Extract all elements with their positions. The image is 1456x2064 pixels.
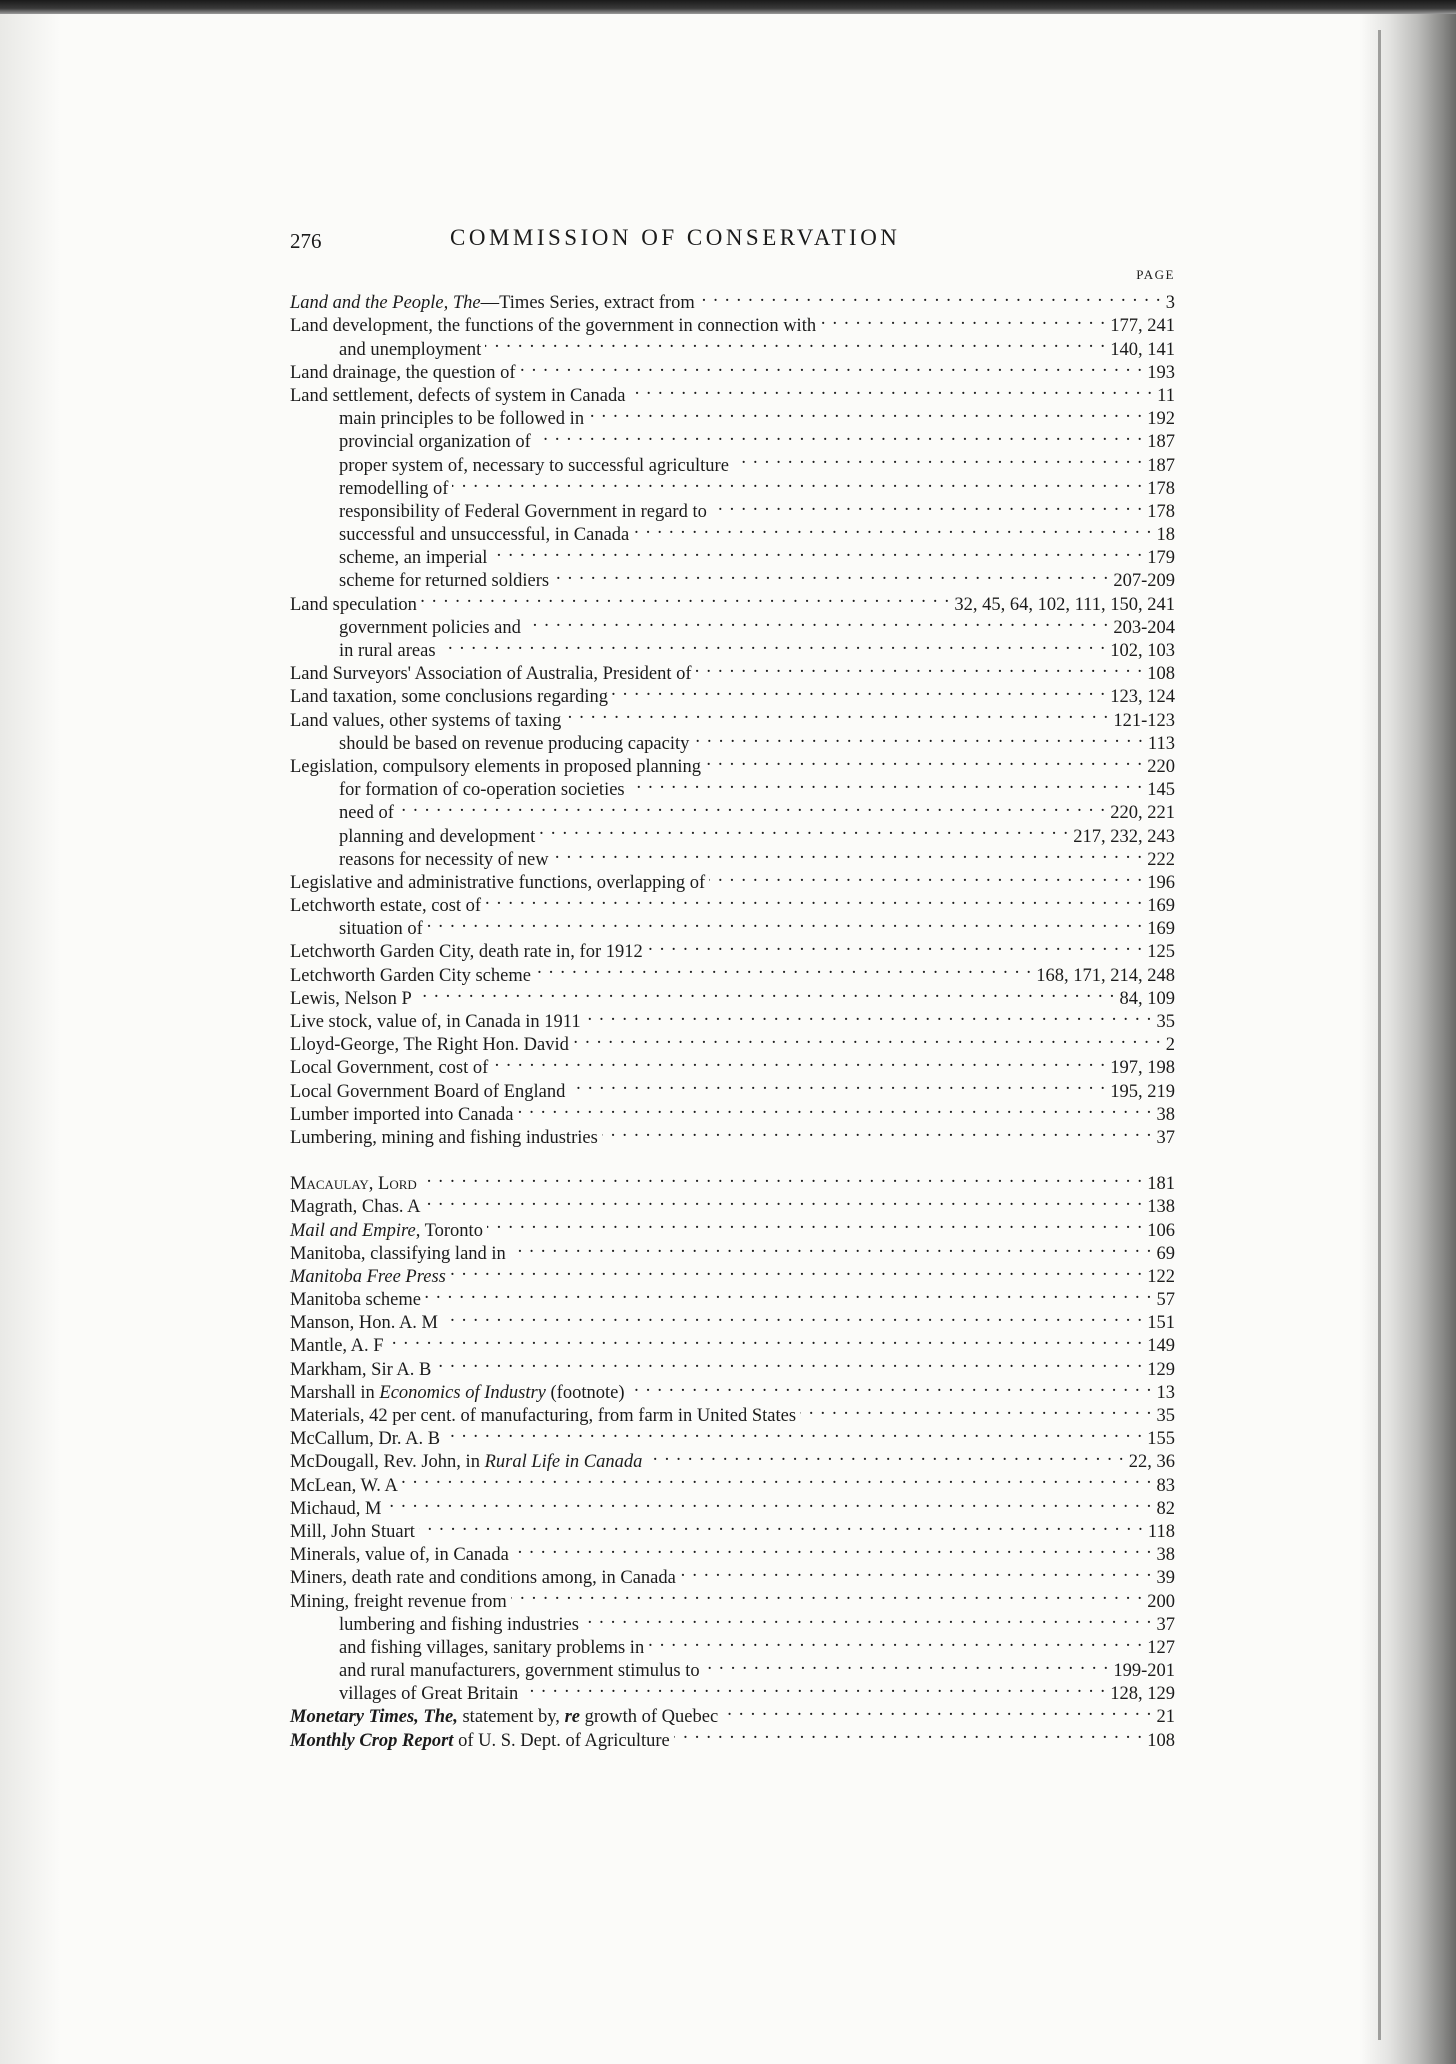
entry-text-part: Mining, freight revenue from <box>290 1591 507 1612</box>
entry-text-part: Letchworth Garden City, death rate in, for 1912 <box>290 942 643 963</box>
entry-text-part: Macaulay, Lord <box>290 1174 417 1195</box>
page-reference: 2 <box>1165 1035 1175 1056</box>
dot-leader <box>711 494 1143 517</box>
entry-text-part: Manitoba Free Press <box>290 1266 446 1287</box>
entry-text-part: and fishing villages, sanitary problems in <box>339 1637 645 1658</box>
index-entry <box>290 1212 1175 1241</box>
entry-text-part: Letchworth estate, cost of <box>290 896 482 917</box>
entry-heading <box>290 385 625 408</box>
entry-text-part: Land taxation, some conclusions regarding <box>290 687 609 708</box>
entry-text-part: of U. S. Dept. of Agriculture <box>453 1730 670 1751</box>
index-subentry <box>290 610 1175 638</box>
dot-leader <box>696 656 1144 679</box>
book-spine-shadow <box>1360 14 1456 2064</box>
entry-text-part: Manitoba scheme <box>290 1290 421 1311</box>
entry-text-part: government policies and <box>339 617 521 638</box>
dot-leader <box>733 447 1143 470</box>
entry-text-part: scheme, an imperial <box>339 548 488 569</box>
dot-leader <box>705 749 1143 772</box>
page-reference: 113 <box>1147 733 1175 754</box>
dot-leader <box>491 540 1143 563</box>
entry-text-part: Lloyd-George, The Right Hon. David <box>290 1035 569 1056</box>
page-reference: 168, 171, 214, 248 <box>1036 965 1175 986</box>
page-column-heading: PAGE <box>1136 267 1175 282</box>
entry-text-part: Land values, other systems of taxing <box>290 710 562 731</box>
entry-text-part: Lumbering, mining and fishing industries <box>290 1127 598 1148</box>
page-reference: 140, 141 <box>1110 339 1175 360</box>
index-entry <box>290 1537 1175 1566</box>
entry-text-part: responsibility of Federal Government in regard to <box>339 501 707 522</box>
index-entry <box>290 285 1175 314</box>
dot-leader <box>492 1050 1106 1073</box>
dot-leader <box>487 1212 1143 1235</box>
entry-heading <box>290 988 412 1011</box>
entry-heading <box>290 1266 446 1289</box>
dot-leader <box>709 865 1143 888</box>
page-reference: 155 <box>1147 1429 1175 1450</box>
dot-leader <box>442 1305 1143 1328</box>
index-subentry <box>290 795 1175 824</box>
page-reference: 129 <box>1147 1359 1175 1380</box>
entry-text-part: Local Government Board of England <box>290 1081 566 1102</box>
dot-leader <box>612 679 1106 702</box>
entry-heading <box>290 1544 509 1567</box>
entry-text-part: Rural Life in Canada <box>484 1452 643 1473</box>
page-reference: 138 <box>1147 1197 1175 1218</box>
page-reference: 35 <box>1156 1012 1175 1032</box>
dot-leader <box>602 1120 1153 1143</box>
dot-leader <box>820 308 1106 331</box>
dot-leader <box>419 1514 1144 1537</box>
entry-text-part: need of <box>339 803 394 824</box>
page-reference: 38 <box>1156 1545 1175 1566</box>
entry-heading <box>339 1614 579 1637</box>
dot-leader <box>565 702 1109 725</box>
dot-leader <box>485 331 1106 354</box>
page-reference: 82 <box>1156 1498 1175 1519</box>
index-entry <box>290 1328 1175 1357</box>
dot-leader <box>425 1189 1144 1212</box>
entry-heading <box>339 849 549 872</box>
dot-leader <box>693 726 1144 749</box>
dot-leader <box>535 424 1143 447</box>
dot-leader <box>440 633 1107 656</box>
dot-leader <box>629 378 1153 401</box>
entry-text-part: main principles to be followed in <box>339 409 585 430</box>
page-reference: 57 <box>1156 1290 1175 1311</box>
page-reference: 11 <box>1157 385 1175 406</box>
page-reference: 192 <box>1147 409 1175 430</box>
index-entry <box>290 1467 1175 1496</box>
entry-heading <box>290 1475 398 1498</box>
page-reference: 22, 36 <box>1128 1452 1175 1473</box>
entry-text-part: Lumber imported into Canada <box>290 1104 514 1125</box>
entry-heading <box>339 802 394 825</box>
entry-heading <box>290 1057 488 1080</box>
dot-leader <box>444 1421 1143 1444</box>
entry-text-part: Marshall in <box>290 1382 380 1403</box>
entry-text-part: Mantle, A. F <box>290 1336 384 1357</box>
page-reference: 37 <box>1156 1614 1175 1635</box>
page-reference: 169 <box>1147 919 1175 940</box>
entry-text-part: Mill, John Stuart <box>290 1521 415 1542</box>
entry-text-part: situation of <box>339 919 423 940</box>
entry-text-part: Monetary Times, The, <box>290 1707 458 1728</box>
entry-text-part: Local Government, cost of <box>290 1058 489 1079</box>
page-reference: 178 <box>1147 478 1175 499</box>
entry-heading <box>290 1382 625 1405</box>
page-reference: 125 <box>1147 942 1175 963</box>
dot-leader <box>535 957 1032 980</box>
page-reference: 222 <box>1147 849 1175 870</box>
entry-heading <box>290 1335 384 1358</box>
page-reference: 123, 124 <box>1110 687 1175 708</box>
entry-text-part: Economics of Industry <box>379 1382 546 1403</box>
entry-heading <box>339 1683 518 1706</box>
dot-leader <box>485 888 1143 911</box>
entry-heading <box>290 1220 483 1243</box>
entry-heading <box>290 1359 431 1382</box>
entry-text-part: Land development, the functions of the government in connection with <box>290 316 817 337</box>
page-reference: 187 <box>1147 432 1175 453</box>
dot-leader <box>421 586 950 609</box>
dot-leader <box>517 1097 1152 1120</box>
dot-leader <box>629 1375 1153 1398</box>
entry-text-part: proper system of, necessary to successful agriculture <box>339 455 729 476</box>
dot-leader <box>585 1004 1153 1027</box>
entry-text-part: re <box>564 1707 580 1728</box>
page-reference: 102, 103 <box>1110 641 1175 661</box>
index-entry <box>290 1004 1175 1032</box>
page-reference: 106 <box>1147 1220 1175 1241</box>
entry-text-part: statement by, <box>457 1707 565 1728</box>
entry-text-part: growth of Quebec <box>579 1707 719 1728</box>
index-subentry <box>290 818 1175 847</box>
page-reference: 220, 221 <box>1110 803 1175 824</box>
entry-heading <box>290 686 608 709</box>
page-reference: 108 <box>1147 1730 1175 1751</box>
dot-leader <box>450 1259 1143 1282</box>
index-entry <box>290 1166 1175 1195</box>
index-entry <box>290 1351 1175 1380</box>
entry-text-part: remodelling of <box>339 478 449 499</box>
dot-leader <box>520 355 1144 378</box>
dot-leader <box>633 517 1152 540</box>
page-reference: 39 <box>1156 1568 1175 1589</box>
entry-heading <box>290 362 516 385</box>
page-reference: 35 <box>1156 1406 1175 1426</box>
index-entry <box>290 1514 1175 1542</box>
dot-leader <box>435 1351 1143 1374</box>
page-reference: 121-123 <box>1113 710 1175 731</box>
entry-text-part: Minerals, value of, in Canada <box>290 1545 509 1566</box>
page-reference: 178 <box>1147 501 1175 522</box>
page-reference: 149 <box>1147 1336 1175 1357</box>
entry-text-part: Markham, Sir A. B <box>290 1359 432 1380</box>
entry-heading <box>339 478 448 501</box>
entry-heading <box>339 339 481 362</box>
dot-leader <box>722 1699 1152 1722</box>
entry-text-part: provincial organization of <box>339 432 531 453</box>
entry-text-part: (footnote) <box>545 1382 625 1403</box>
dot-leader <box>704 1653 1110 1676</box>
entry-text-part: McDougall, Rev. John, in <box>290 1452 485 1473</box>
page-reference: 199-201 <box>1113 1661 1175 1682</box>
page-reference: 195, 219 <box>1110 1081 1175 1102</box>
page-reference: 187 <box>1147 455 1175 476</box>
entry-text-part: villages of Great Britain <box>339 1684 519 1705</box>
entry-text-part: lumbering and fishing industries <box>339 1614 579 1635</box>
entry-text-part: Live stock, value of, in Canada in 1911 <box>290 1012 581 1032</box>
entry-text-part: successful and unsuccessful, in Canada <box>339 525 630 546</box>
page-number: 276 <box>290 229 322 253</box>
dot-leader <box>385 1491 1152 1514</box>
page-reference: 84, 109 <box>1119 988 1175 1009</box>
dot-leader <box>648 1630 1143 1653</box>
entry-heading <box>290 1591 507 1614</box>
dot-leader <box>583 1607 1153 1630</box>
entry-text-part: planning and development <box>339 826 536 847</box>
entry-text-part: and rural manufacturers, government stimulus to <box>339 1661 700 1682</box>
page-reference: 207-209 <box>1113 571 1175 592</box>
index-section-l <box>290 285 1175 1148</box>
dot-leader <box>646 1444 1124 1467</box>
entry-text-part: should be based on revenue producing capacity <box>339 733 690 754</box>
dot-leader <box>421 1166 1143 1189</box>
page-reference: 196 <box>1147 872 1175 893</box>
entry-heading <box>339 640 436 663</box>
page-reference: 122 <box>1147 1266 1175 1287</box>
entry-text-part: Legislation, compulsory elements in proposed planning <box>290 756 702 777</box>
page-reference: 3 <box>1165 293 1175 314</box>
entry-heading <box>290 1011 581 1034</box>
entry-text-part: McLean, W. A <box>290 1475 398 1496</box>
entry-heading <box>339 733 689 756</box>
index-entry <box>290 1189 1175 1218</box>
page-reference: 220 <box>1147 756 1175 777</box>
page-reference: 151 <box>1147 1313 1175 1334</box>
entry-text-part: Land Surveyors' Association of Australia, President of <box>290 664 692 685</box>
dot-leader <box>629 772 1144 795</box>
entry-heading <box>339 826 535 849</box>
page-reference: 193 <box>1147 362 1175 383</box>
page-reference: 83 <box>1156 1475 1175 1496</box>
page-reference: 118 <box>1147 1521 1175 1542</box>
page-reference: 21 <box>1156 1707 1175 1728</box>
dot-leader <box>388 1328 1144 1351</box>
entry-heading <box>290 1498 381 1521</box>
entry-text-part: McCallum, Dr. A. B <box>290 1429 441 1450</box>
dot-leader <box>588 401 1143 424</box>
dot-leader <box>416 981 1116 1004</box>
entry-text-part: Land settlement, defects of system in Canada <box>290 385 626 406</box>
index-entry <box>290 586 1175 615</box>
entry-text-part: scheme for returned soldiers <box>339 571 550 592</box>
entry-text-part: , Toronto <box>415 1220 483 1241</box>
entry-heading <box>339 431 531 454</box>
page-reference: 179 <box>1147 548 1175 569</box>
entry-text-part: Letchworth Garden City scheme <box>290 965 531 986</box>
entry-text-part: Manson, Hon. A. M <box>290 1313 439 1334</box>
page-reference: 169 <box>1147 896 1175 917</box>
dot-leader <box>699 285 1162 308</box>
page-reference: 197, 198 <box>1110 1058 1175 1079</box>
entry-text-part: Lewis, Nelson P <box>290 988 412 1009</box>
dot-leader <box>800 1398 1152 1421</box>
entry-heading <box>290 1196 421 1219</box>
dot-leader <box>402 1467 1153 1490</box>
page-reference: 69 <box>1156 1243 1175 1264</box>
page-reference: 217, 232, 243 <box>1073 826 1175 847</box>
entry-text-part: Land and the People, The <box>290 293 481 314</box>
page-header <box>290 225 1175 261</box>
dot-leader <box>680 1560 1153 1583</box>
entry-text-part: and unemployment <box>339 339 482 360</box>
page-reference: 145 <box>1147 780 1175 801</box>
entry-text-part: in rural areas <box>339 641 436 661</box>
entry-heading <box>339 1637 644 1660</box>
entry-text-part: Land drainage, the question of <box>290 362 516 383</box>
dot-leader <box>398 795 1106 818</box>
entry-text-part: Materials, 42 per cent. of manufacturing, from farm in United States <box>290 1406 797 1426</box>
entry-heading <box>339 547 487 570</box>
entry-text-part: Magrath, Chas. A <box>290 1197 421 1218</box>
entry-text-part: Monthly Crop Report <box>290 1730 454 1751</box>
entry-heading <box>290 1127 598 1150</box>
page-reference: 38 <box>1156 1104 1175 1125</box>
dot-leader <box>674 1722 1143 1745</box>
entry-heading <box>290 292 695 315</box>
dot-leader <box>425 1282 1153 1305</box>
entry-heading <box>290 1173 417 1196</box>
entry-text-part: Michaud, M <box>290 1498 382 1519</box>
entry-heading <box>290 1104 513 1127</box>
dot-leader <box>647 934 1143 957</box>
page-reference: 18 <box>1156 525 1175 546</box>
book-spine-edge <box>1378 30 1381 2040</box>
running-title: COMMISSION OF CONSERVATION <box>450 225 901 250</box>
entry-heading <box>290 1730 670 1753</box>
index-page <box>290 225 1175 1751</box>
entry-text-part: —Times Series, extract from <box>480 293 695 314</box>
index-entry <box>290 1305 1175 1334</box>
page-reference: 127 <box>1147 1637 1175 1658</box>
page-reference: 181 <box>1147 1174 1175 1195</box>
page-reference: 177, 241 <box>1110 316 1175 337</box>
dot-leader <box>553 563 1109 586</box>
page-reference: 13 <box>1156 1382 1175 1403</box>
dot-leader <box>525 610 1109 633</box>
dot-leader <box>553 842 1144 865</box>
page-reference: 108 <box>1147 664 1175 685</box>
dot-leader <box>452 471 1143 494</box>
entry-heading <box>290 594 417 617</box>
entry-heading <box>290 1289 421 1312</box>
scan-left-margin <box>0 14 60 2064</box>
page-reference: 200 <box>1147 1591 1175 1612</box>
entry-text-part: Mail and Empire <box>290 1220 416 1241</box>
page-reference: 37 <box>1156 1127 1175 1148</box>
dot-leader <box>522 1676 1106 1699</box>
entry-text-part: Land speculation <box>290 594 417 615</box>
entry-text-part: reasons for necessity of new <box>339 849 549 870</box>
page-reference: 128, 129 <box>1110 1684 1175 1705</box>
dot-leader <box>511 1583 1143 1606</box>
index-entry <box>290 981 1175 1009</box>
index-entry <box>290 1491 1175 1519</box>
dot-leader <box>569 1073 1106 1096</box>
entry-text-part: Manitoba, classifying land in <box>290 1243 506 1264</box>
dot-leader <box>513 1537 1153 1560</box>
index-section-m <box>290 1166 1175 1751</box>
entry-heading <box>339 918 423 941</box>
entry-heading <box>290 1706 718 1729</box>
page-reference: 203-204 <box>1113 617 1175 638</box>
dot-leader <box>573 1027 1162 1050</box>
dot-leader <box>427 911 1143 934</box>
entry-text-part: for formation of co-operation societies <box>339 780 625 801</box>
page-reference: 32, 45, 64, 102, 111, 150, 241 <box>954 594 1175 615</box>
dot-leader <box>510 1236 1153 1259</box>
dot-leader <box>539 818 1069 841</box>
entry-text-part: Legislative and administrative functions, overlapping of <box>290 872 706 893</box>
entry-heading <box>290 710 561 733</box>
entry-heading <box>290 1521 415 1544</box>
scan-top-edge <box>0 0 1456 14</box>
entry-heading <box>290 1428 440 1451</box>
entry-text-part: Miners, death rate and conditions among, in Canada <box>290 1568 676 1589</box>
